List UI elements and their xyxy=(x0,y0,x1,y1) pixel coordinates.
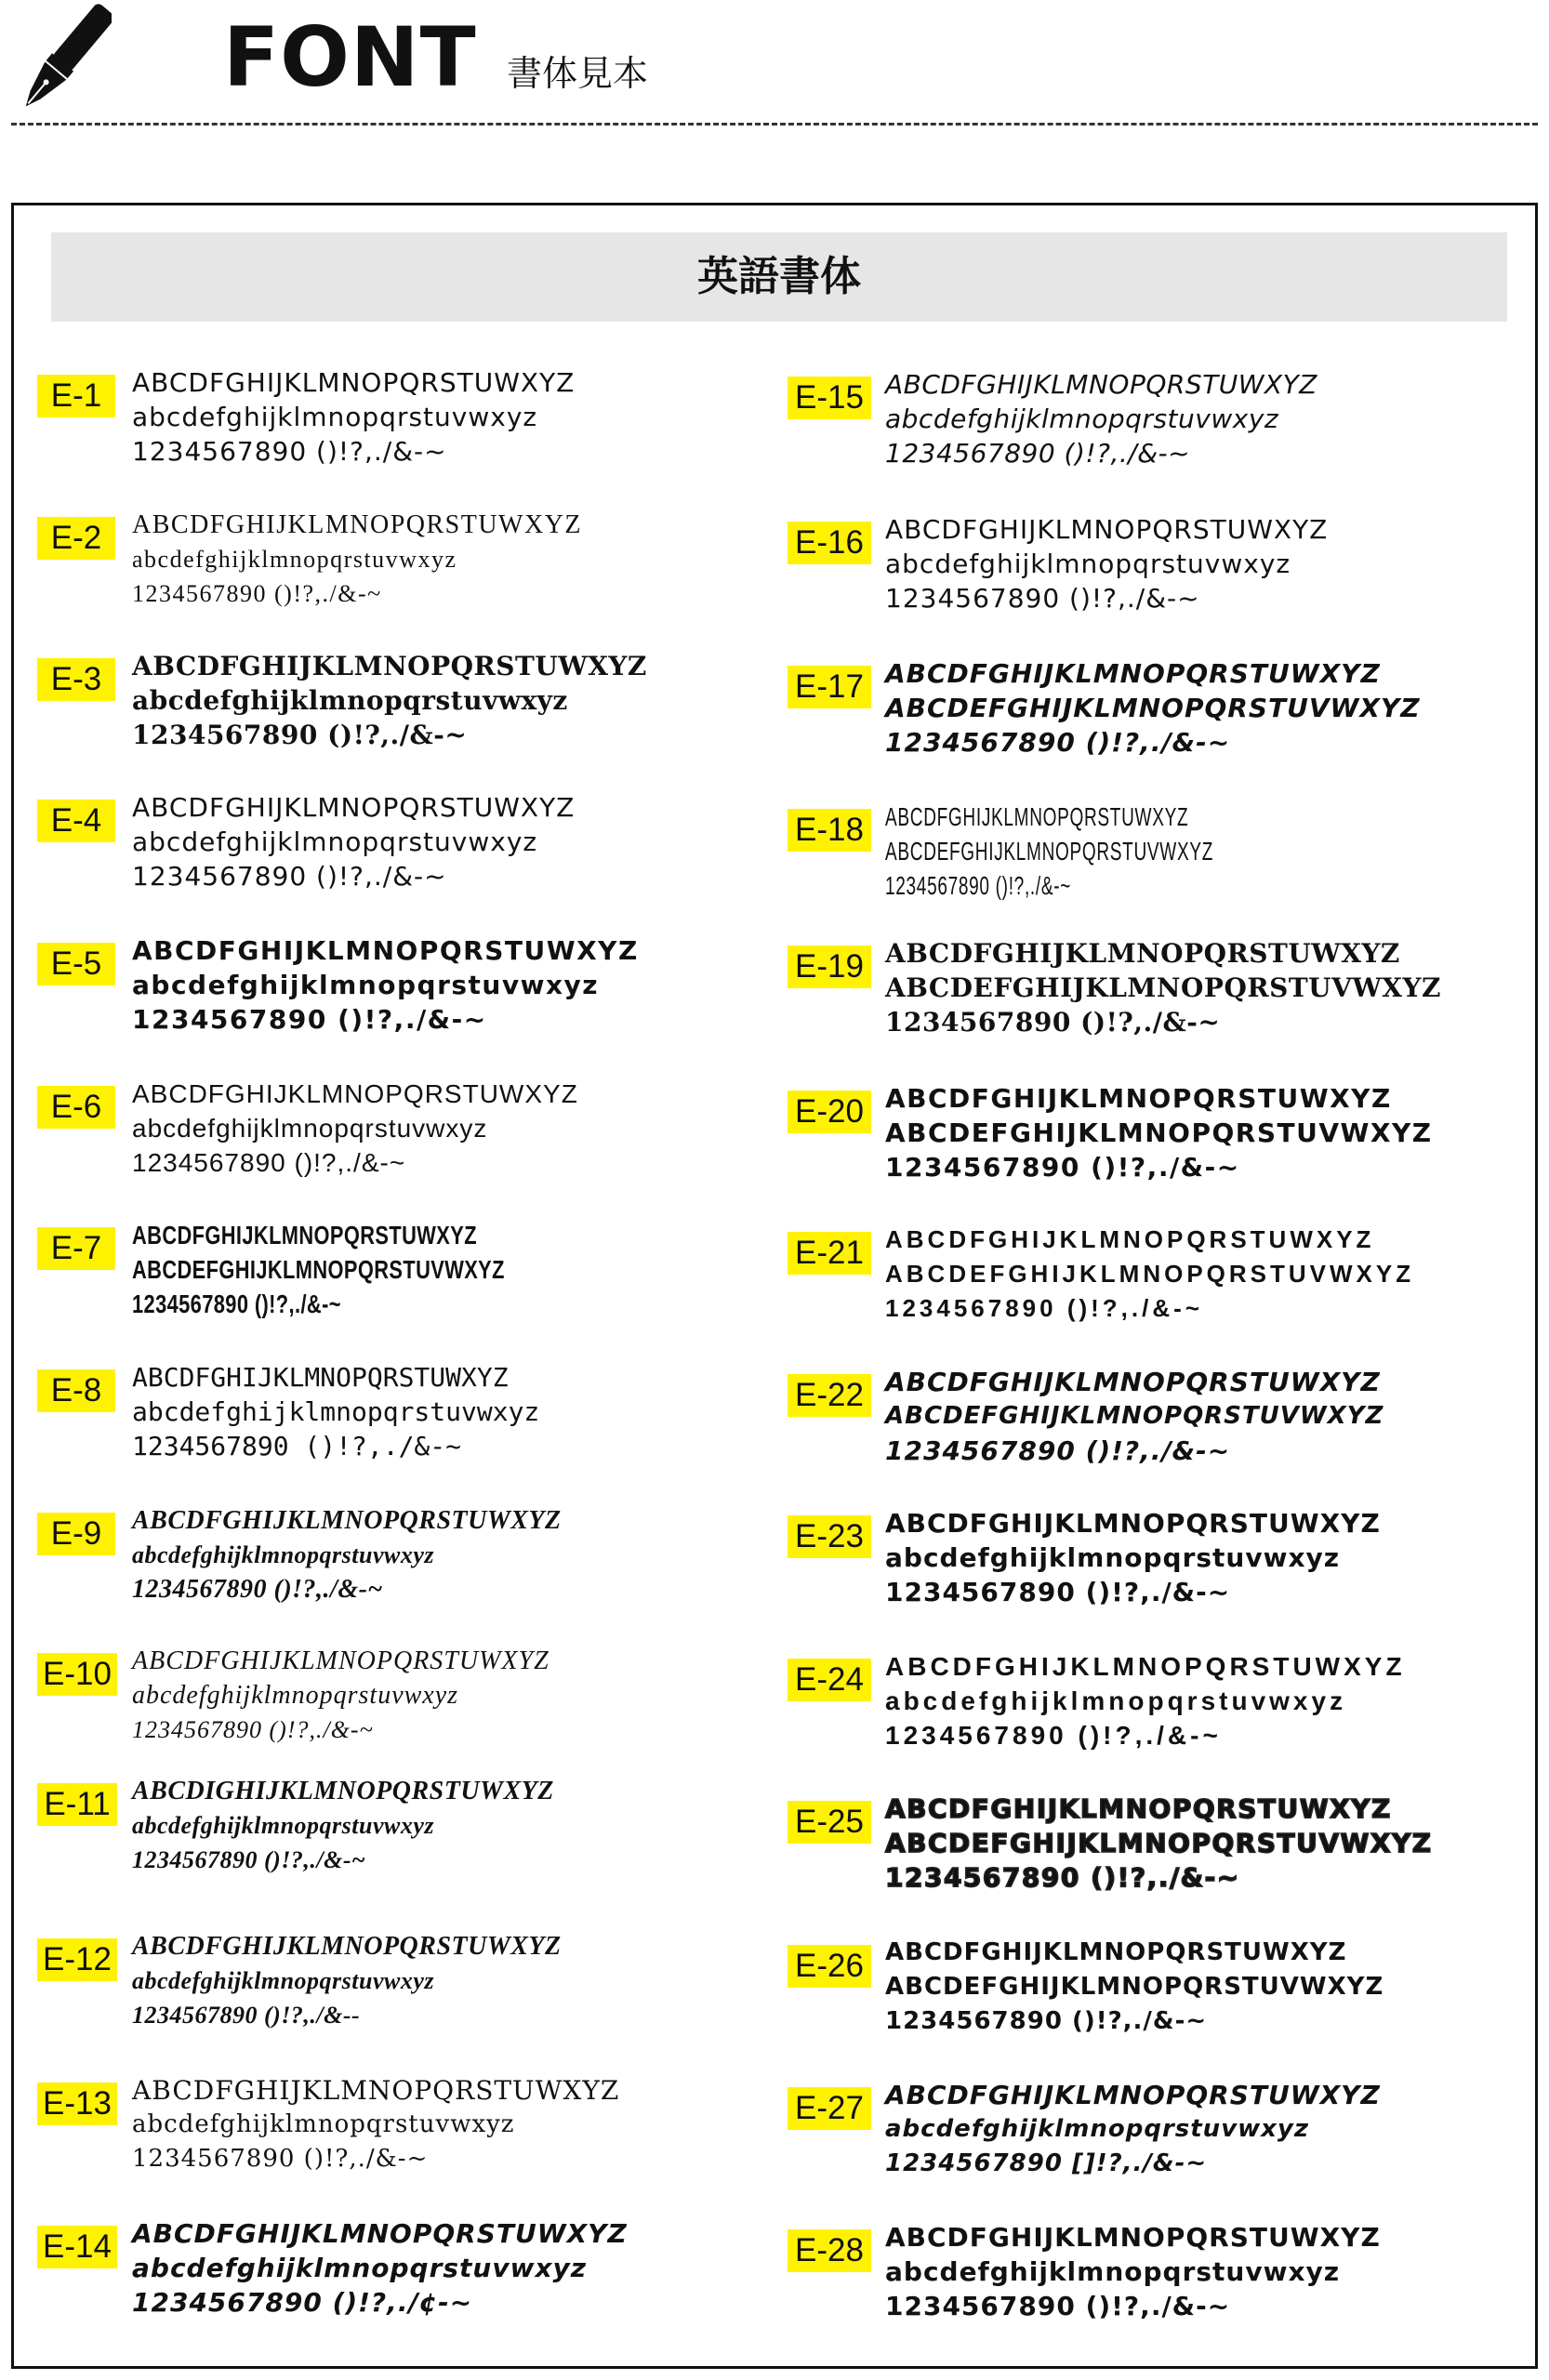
sample-uppercase-alt: ABCDEFGHIJKLMNOPQRSTUVWXYZ xyxy=(885,1973,1384,2001)
entry-label: E-11 xyxy=(37,1783,117,1826)
sample-uppercase-alt: ABCDEFGHIJKLMNOPQRSTUVWXYZ xyxy=(885,1117,1433,1148)
sample-lowercase: abcdefghijklmnopqrstuvwxyz xyxy=(132,2253,588,2283)
sample-digits: 1234567890 ()!?,./&-~ xyxy=(885,583,1200,614)
entry-label: E-22 xyxy=(788,1374,871,1417)
sample-lowercase: abcdefghijklmnopqrstuvwxyz xyxy=(885,1686,1347,1715)
sample-lowercase: abcdefghijklmnopqrstuvwxyz xyxy=(132,1812,435,1839)
entry-label: E-7 xyxy=(37,1227,115,1270)
entry-label: E-20 xyxy=(788,1091,871,1133)
sample-lowercase: abcdefghijklmnopqrstuvwxyz xyxy=(132,402,538,432)
sample-lowercase: abcdefghijklmnopqrstuvwxyz xyxy=(885,2115,1310,2143)
sample-lowercase: abcdefghijklmnopqrstuvwxyz xyxy=(132,1541,435,1568)
sample-uppercase: ABCDFGHIJKLMNOPQRSTUWXYZ xyxy=(132,1506,562,1535)
entry-label: E-21 xyxy=(788,1232,871,1275)
sample-digits: 1234567890 ()!?,./&-~ xyxy=(885,1152,1240,1183)
sample-digits: 1234567890 []!?,./&-~ xyxy=(885,2149,1208,2177)
sample-uppercase: ABCDFGHIJKLMNOPQRSTUWXYZ xyxy=(885,802,1189,831)
sample-lowercase: abcdefghijklmnopqrstuvwxyz xyxy=(132,1967,435,1994)
sample-digits: 1234567890 ()!?,./&-~ xyxy=(132,1716,374,1743)
dashed-divider xyxy=(11,123,1538,126)
sample-digits: 1234567890 ()!?,./&-~ xyxy=(132,720,468,750)
sample-digits: 1234567890 ()!?,./&-~ xyxy=(885,1577,1231,1607)
sample-uppercase-alt: ABCDEFGHIJKLMNOPQRSTUVWXYZ xyxy=(885,1260,1415,1288)
sample-uppercase: ABCDFGHIJKLMNOPQRSTUWXYZ xyxy=(885,938,1400,969)
sample-uppercase: ABCDFGHIJKLMNOPQRSTUWXYZ xyxy=(885,1367,1381,1397)
sample-lowercase: abcdefghijklmnopqrstuvwxyz xyxy=(885,549,1291,579)
sample-uppercase: ABCDFGHIJKLMNOPQRSTUWXYZ xyxy=(885,1083,1392,1114)
sample-lowercase: abcdefghijklmnopqrstuvwxyz xyxy=(132,685,568,716)
section-header xyxy=(51,232,1507,322)
sample-uppercase: ABCDFGHIJKLMNOPQRSTUWXYZ xyxy=(885,1793,1392,1824)
sample-uppercase: ABCDFGHIJKLMNOPQRSTUWXYZ xyxy=(132,2075,620,2106)
entry-label: E-14 xyxy=(37,2226,117,2268)
sample-lowercase: abcdefghijklmnopqrstuvwxyz xyxy=(132,826,538,857)
entry-label: E-13 xyxy=(37,2082,117,2125)
sample-uppercase: ABCDFGHIJKLMNOPQRSTUWXYZ xyxy=(132,792,576,823)
sample-digits: 1234567890 ()!?,./&-~ xyxy=(132,1431,462,1461)
entry-label: E-3 xyxy=(37,658,115,701)
sample-digits: 1234567890 ()!?,./&-~ xyxy=(132,1148,406,1177)
sample-digits: 1234567890 ()!?,./&-- xyxy=(132,2002,361,2029)
page-header xyxy=(0,0,1549,139)
sample-digits: 1234567890 ()!?,./&-~ xyxy=(132,1575,383,1604)
sample-lowercase: abcdefghijklmnopqrstuvwxyz xyxy=(132,546,457,573)
sample-uppercase: ABCDFGHIJKLMNOPQRSTUWXYZ xyxy=(885,1225,1375,1253)
entry-label: E-28 xyxy=(788,2229,871,2272)
sample-digits: 1234567890 ()!?,./&-~ xyxy=(885,1721,1222,1750)
entry-label: E-6 xyxy=(37,1086,115,1129)
sample-uppercase: ABCDFGHIJKLMNOPQRSTUWXYZ xyxy=(132,2218,628,2249)
sample-uppercase: ABCDFGHIJKLMNOPQRSTUWXYZ xyxy=(885,1508,1381,1539)
sample-uppercase: ABCDFGHIJKLMNOPQRSTUWXYZ xyxy=(885,658,1381,689)
sample-uppercase-alt: ABCDEFGHIJKLMNOPQRSTUVWXYZ xyxy=(132,1255,505,1284)
sample-digits: 1234567890 ()!?,./&-~ xyxy=(885,871,1072,900)
sample-uppercase: ABCDFGHIJKLMNOPQRSTUWXYZ xyxy=(132,1221,477,1250)
sample-lowercase: abcdefghijklmnopqrstuvwxyz xyxy=(132,2110,515,2138)
sample-lowercase: abcdefghijklmnopqrstuvwxyz xyxy=(885,1542,1341,1573)
sample-uppercase: ABCDFGHIJKLMNOPQRSTUWXYZ xyxy=(132,651,647,681)
sample-digits: 1234567890 ()!?,./&-~ xyxy=(132,1004,487,1035)
sample-digits: 1234567890 ()!?,./&-~ xyxy=(885,1007,1221,1038)
sample-digits: 1234567890 ()!?,./&-~ xyxy=(885,2291,1231,2321)
sample-uppercase-alt: ABCDEFGHIJKLMNOPQRSTUVWXYZ xyxy=(885,837,1214,866)
entry-label: E-27 xyxy=(788,2087,871,2130)
sample-uppercase: ABCDFGHIJKLMNOPQRSTUWXYZ xyxy=(885,2222,1381,2253)
entry-label: E-16 xyxy=(788,522,871,564)
entry-label: E-17 xyxy=(788,666,871,708)
sample-digits: 1234567890 ()!?,./&-~ xyxy=(132,436,447,467)
entry-label: E-26 xyxy=(788,1945,871,1988)
entry-label: E-5 xyxy=(37,943,115,985)
sample-uppercase: ABCDFGHIJKLMNOPQRSTUWXYZ xyxy=(885,1938,1347,1966)
sample-uppercase: ABCDFGHIJKLMNOPQRSTUWXYZ xyxy=(132,1362,509,1393)
sample-uppercase: ABCDFGHIJKLMNOPQRSTUWXYZ xyxy=(132,510,583,539)
sample-uppercase-alt: ABCDEFGHIJKLMNOPQRSTUVWXYZ xyxy=(885,1828,1433,1858)
page-title: FONT xyxy=(223,9,477,105)
sample-digits: 1234567890 ()!?,./&-~ xyxy=(132,1289,341,1318)
sample-lowercase: abcdefghijklmnopqrstuvwxyz xyxy=(132,1396,540,1427)
page-subtitle: 書体見本 xyxy=(507,53,649,94)
sample-lowercase: abcdefghijklmnopqrstuvwxyz xyxy=(885,2256,1341,2287)
sample-digits: 1234567890 ()!?,./&-~ xyxy=(885,438,1191,469)
section-title: 英語書体 xyxy=(697,253,861,300)
sample-uppercase: ABCDFGHIJKLMNOPQRSTUWXYZ xyxy=(885,369,1317,400)
entry-label: E-23 xyxy=(788,1515,871,1558)
sample-uppercase: ABCDFGHIJKLMNOPQRSTUWXYZ xyxy=(885,1652,1406,1681)
sample-uppercase: ABCDFGHIJKLMNOPQRSTUWXYZ xyxy=(132,935,639,966)
sample-uppercase: ABCDFGHIJKLMNOPQRSTUWXYZ xyxy=(885,514,1329,545)
sample-digits: 1234567890 ()!?,./&-~ xyxy=(885,1862,1240,1893)
fountain-pen-icon xyxy=(9,0,112,130)
sample-digits: 1234567890 ()!?,./&-~ xyxy=(885,2007,1208,2035)
sample-uppercase: ABCDFGHIJKLMNOPQRSTUWXYZ xyxy=(885,2080,1381,2110)
entry-label: E-1 xyxy=(37,375,115,417)
sample-digits: 1234567890 ()!?,./&-~ xyxy=(132,2145,429,2173)
sample-lowercase: abcdefghijklmnopqrstuvwxyz xyxy=(132,970,600,1000)
sample-uppercase: ABCDFGHIJKLMNOPQRSTUWXYZ xyxy=(132,1079,578,1108)
sample-uppercase: ABCDIGHIJKLMNOPQRSTUWXYZ xyxy=(132,1777,554,1805)
entry-label: E-25 xyxy=(788,1801,871,1844)
sample-uppercase: ABCDFGHIJKLMNOPQRSTUWXYZ xyxy=(132,367,576,398)
sample-digits: 1234567890 ()!?,./&-~ xyxy=(885,1294,1203,1322)
sample-digits: 1234567890 ()!?,./¢-~ xyxy=(132,2287,473,2318)
sample-lowercase: abcdefghijklmnopqrstuvwxyz xyxy=(885,403,1279,434)
sample-uppercase-alt: ABCDEFGHIJKLMNOPQRSTUVWXYZ xyxy=(885,1402,1384,1430)
entry-label: E-4 xyxy=(37,800,115,842)
sample-uppercase-alt: ABCDEFGHIJKLMNOPQRSTUVWXYZ xyxy=(885,972,1441,1003)
entry-label: E-8 xyxy=(37,1369,115,1412)
entry-label: E-12 xyxy=(37,1938,117,1981)
entry-label: E-9 xyxy=(37,1513,115,1555)
sample-uppercase: ABCDFGHIJKLMNOPQRSTUWXYZ xyxy=(132,1932,562,1961)
sample-digits: 1234567890 ()!?,./&-~ xyxy=(885,727,1231,758)
sample-lowercase: abcdefghijklmnopqrstuvwxyz xyxy=(132,1681,459,1710)
entry-label: E-15 xyxy=(788,377,871,419)
sample-digits: 1234567890 ()!?,./&-~ xyxy=(885,1435,1231,1466)
sample-lowercase: abcdefghijklmnopqrstuvwxyz xyxy=(132,1114,488,1143)
entry-label: E-10 xyxy=(37,1653,117,1696)
entry-label: E-19 xyxy=(788,945,871,988)
sample-digits: 1234567890 ()!?,./&-~ xyxy=(132,580,382,607)
sample-digits: 1234567890 ()!?,./&-~ xyxy=(132,861,447,892)
entry-label: E-24 xyxy=(788,1659,871,1701)
sample-digits: 1234567890 ()!?,./&-~ xyxy=(132,1846,366,1873)
sample-uppercase: ABCDFGHIJKLMNOPQRSTUWXYZ xyxy=(132,1646,549,1675)
sample-uppercase-alt: ABCDEFGHIJKLMNOPQRSTUVWXYZ xyxy=(885,693,1421,723)
entry-label: E-18 xyxy=(788,809,871,852)
entry-label: E-2 xyxy=(37,517,115,560)
